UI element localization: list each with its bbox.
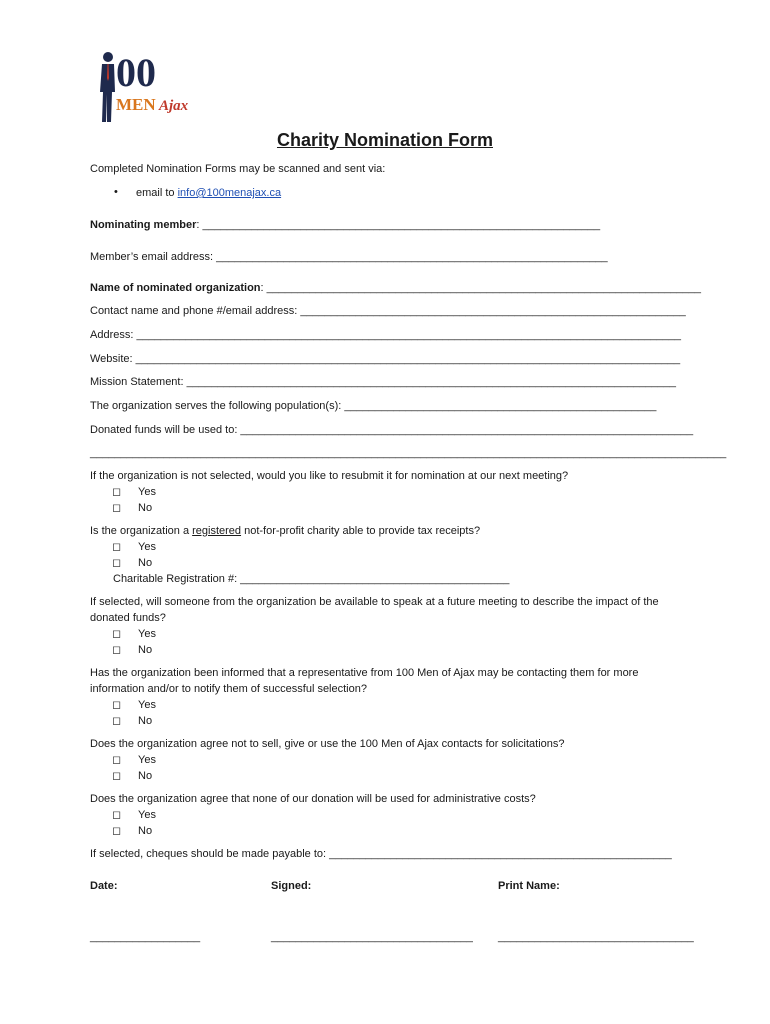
question-informed-line1: Has the organization been informed that a representative from 100 Men of Ajax may be contacting them for more	[90, 667, 639, 679]
cheques-payable-field[interactable]: If selected, cheques should be made payable to: ________________________________________________________	[90, 848, 672, 860]
date-line[interactable]: __________________	[90, 931, 201, 943]
funds-field[interactable]: Donated funds will be used to: __________________________________________________________________________	[90, 424, 694, 436]
bullet-icon: •	[114, 186, 118, 198]
option-label: Yes	[138, 541, 156, 553]
option-yes[interactable]	[112, 699, 156, 712]
org-name-field[interactable]	[90, 282, 701, 295]
checkbox-icon[interactable]: ◻	[112, 644, 122, 656]
question-speak-line2: donated funds?	[90, 612, 166, 624]
option-no[interactable]	[112, 557, 152, 570]
option-label: No	[138, 644, 153, 656]
checkbox-icon[interactable]: ◻	[112, 541, 122, 553]
print-name-label: Print Name:	[498, 880, 560, 892]
question-text: Is the organization a	[90, 525, 193, 537]
address-field[interactable]: Address: _________________________________________________________________________________________	[90, 329, 681, 341]
org-name-line[interactable]: : _______________________________________________________________________	[260, 282, 701, 294]
question-informed-line2: information and/or to notify them of successful selection?	[90, 683, 367, 695]
email-prefix: email to	[136, 187, 178, 199]
question-registered	[90, 525, 480, 538]
svg-text:MEN: MEN	[116, 95, 156, 114]
nominating-member-line[interactable]: : _________________________________________________________________	[196, 219, 601, 231]
option-yes[interactable]	[112, 754, 156, 767]
option-yes[interactable]	[112, 809, 156, 822]
checkbox-icon[interactable]: ◻	[112, 699, 122, 711]
email-link[interactable]: info@100menajax.ca	[177, 187, 282, 199]
question-text: not-for-profit charity able to provide tax receipts?	[241, 525, 481, 537]
print-name-line[interactable]: ________________________________	[498, 931, 694, 943]
nominating-member-label: Nominating member	[90, 219, 197, 231]
option-no[interactable]	[112, 825, 152, 838]
option-label: No	[138, 825, 153, 837]
charitable-registration-field[interactable]: Charitable Registration #: ____________________________________________	[113, 573, 510, 585]
question-resubmit: If the organization is not selected, would you like to resubmit it for nomination at our next meeting?	[90, 470, 569, 482]
checkbox-icon[interactable]: ◻	[112, 502, 122, 514]
member-email-field[interactable]: Member’s email address: ________________________________________________________________	[90, 251, 608, 263]
svg-text:Ajax: Ajax	[159, 98, 189, 114]
option-yes[interactable]	[112, 541, 156, 554]
question-admin-costs: Does the organization agree that none of our donation will be used for administrative costs?	[90, 793, 536, 805]
checkbox-icon[interactable]: ◻	[112, 770, 122, 782]
checkbox-icon[interactable]: ◻	[112, 557, 122, 569]
svg-text:00: 00	[116, 50, 156, 95]
option-no[interactable]	[112, 715, 152, 728]
question-speak-line1: If selected, will someone from the organization be available to speak at a future meeting to describe the impact of the	[90, 596, 659, 608]
checkbox-icon[interactable]: ◻	[112, 754, 122, 766]
checkbox-icon[interactable]: ◻	[112, 809, 122, 821]
page-title: Charity Nomination Form	[276, 130, 493, 150]
option-label: No	[138, 557, 153, 569]
nominating-member-field[interactable]	[90, 219, 600, 232]
date-label: Date:	[90, 880, 118, 892]
option-no[interactable]	[112, 770, 152, 783]
signed-line[interactable]: _________________________________	[271, 931, 473, 943]
option-label: Yes	[138, 486, 156, 498]
signed-label: Signed:	[271, 880, 312, 892]
option-yes[interactable]	[112, 628, 156, 641]
option-no[interactable]	[112, 644, 152, 657]
option-yes[interactable]	[112, 486, 156, 499]
checkbox-icon[interactable]: ◻	[112, 628, 122, 640]
checkbox-icon[interactable]: ◻	[112, 486, 122, 498]
option-label: No	[138, 715, 153, 727]
question-contacts: Does the organization agree not to sell, give or use the 100 Men of Ajax contacts for solicitations?	[90, 738, 565, 750]
question-emphasis: registered	[192, 525, 242, 537]
checkbox-icon[interactable]: ◻	[112, 825, 122, 837]
mission-field[interactable]: Mission Statement: ________________________________________________________________________________	[90, 376, 677, 388]
logo-100-men-ajax	[96, 48, 206, 124]
email-instruction	[136, 187, 281, 200]
option-label: Yes	[138, 809, 156, 821]
option-no[interactable]	[112, 502, 152, 515]
option-label: Yes	[138, 628, 156, 640]
funds-field-line2[interactable]: ________________________________________________________________________________________________________	[90, 447, 727, 459]
option-label: No	[138, 502, 153, 514]
option-label: No	[138, 770, 153, 782]
org-name-label: Name of nominated organization	[90, 282, 261, 294]
intro-text: Completed Nomination Forms may be scanned and sent via:	[90, 163, 386, 175]
contact-field[interactable]: Contact name and phone #/email address: _______________________________________________________________	[90, 305, 686, 317]
option-label: Yes	[138, 699, 156, 711]
option-label: Yes	[138, 754, 156, 766]
population-field[interactable]: The organization serves the following population(s): ___________________________________________________	[90, 400, 657, 412]
man-figure-icon	[100, 52, 115, 122]
website-field[interactable]: Website: _________________________________________________________________________________________	[90, 353, 681, 365]
checkbox-icon[interactable]: ◻	[112, 715, 122, 727]
